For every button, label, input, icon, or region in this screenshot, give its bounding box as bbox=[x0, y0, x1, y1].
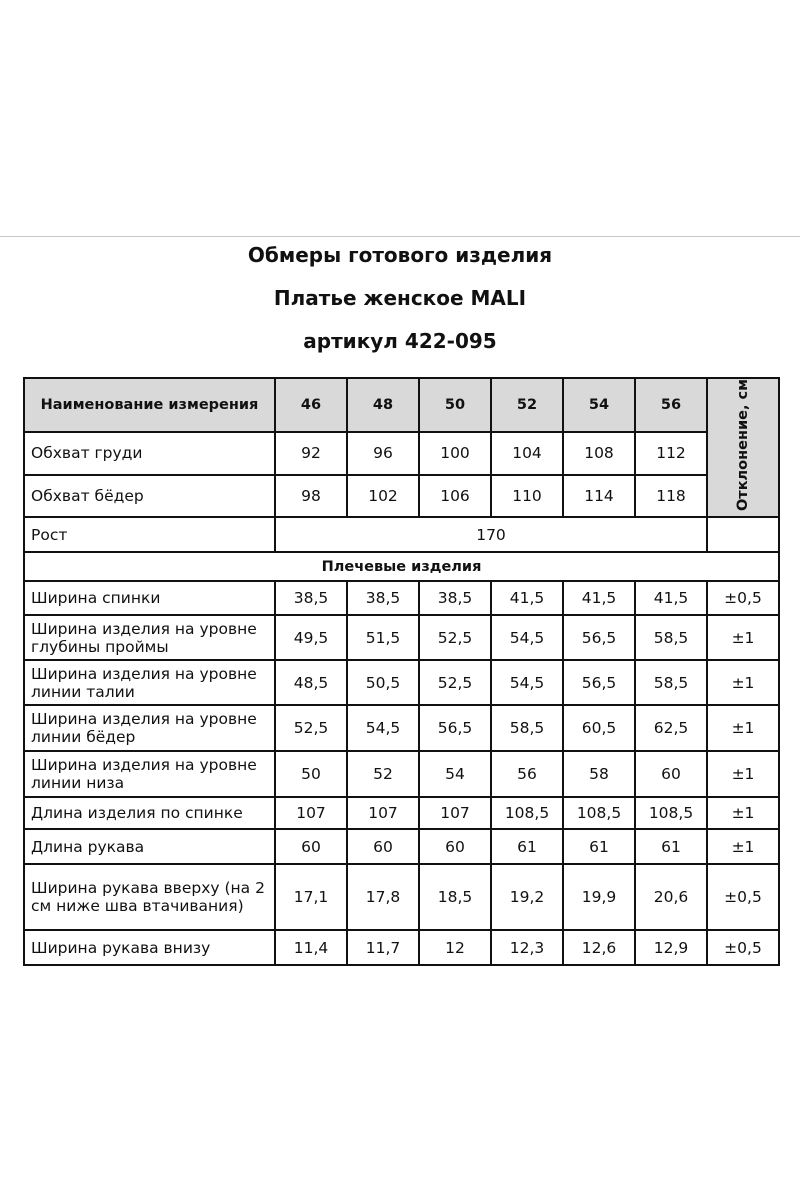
cell-value: 51,5 bbox=[347, 615, 419, 660]
cell-value: 96 bbox=[347, 432, 419, 475]
cell-value: 11,7 bbox=[347, 930, 419, 965]
cell-value: 102 bbox=[347, 475, 419, 517]
tolerance-value: ±1 bbox=[707, 829, 779, 864]
cell-value: 52,5 bbox=[419, 660, 491, 705]
cell-value: 108 bbox=[563, 432, 635, 475]
cell-value: 54 bbox=[419, 751, 491, 797]
tolerance-value: ±0,5 bbox=[707, 864, 779, 930]
cell-value: 108,5 bbox=[635, 797, 707, 829]
header-size-48: 48 bbox=[347, 378, 419, 432]
cell-value: 12,9 bbox=[635, 930, 707, 965]
cell-value: 110 bbox=[491, 475, 563, 517]
cell-value: 20,6 bbox=[635, 864, 707, 930]
header-size-46: 46 bbox=[275, 378, 347, 432]
tolerance-value: ±1 bbox=[707, 797, 779, 829]
row-label: Ширина спинки bbox=[24, 581, 275, 615]
header-size-52: 52 bbox=[491, 378, 563, 432]
cell-value: 104 bbox=[491, 432, 563, 475]
cell-value: 60 bbox=[275, 829, 347, 864]
cell-value: 41,5 bbox=[635, 581, 707, 615]
cell-value: 41,5 bbox=[563, 581, 635, 615]
cell-value: 38,5 bbox=[275, 581, 347, 615]
cell-value: 12,3 bbox=[491, 930, 563, 965]
tolerance-value: ±1 bbox=[707, 751, 779, 797]
row-label: Длина рукава bbox=[24, 829, 275, 864]
cell-value: 48,5 bbox=[275, 660, 347, 705]
table-row bbox=[24, 660, 779, 705]
section-row bbox=[24, 552, 779, 581]
cell-value: 58,5 bbox=[635, 615, 707, 660]
cell-value: 61 bbox=[491, 829, 563, 864]
row-label: Ширина изделия на уровне линии талии bbox=[24, 660, 275, 705]
height-row bbox=[24, 517, 779, 552]
cell-value: 60,5 bbox=[563, 705, 635, 751]
cell-value: 50,5 bbox=[347, 660, 419, 705]
cell-value: 50 bbox=[275, 751, 347, 797]
row-label: Ширина изделия на уровне линии бёдер bbox=[24, 705, 275, 751]
cell-value: 54,5 bbox=[347, 705, 419, 751]
row-label: Ширина изделия на уровне линии низа bbox=[24, 751, 275, 797]
cell-value: 12 bbox=[419, 930, 491, 965]
cell-value: 52,5 bbox=[419, 615, 491, 660]
cell-value: 49,5 bbox=[275, 615, 347, 660]
table-row bbox=[24, 581, 779, 615]
cell-value: 107 bbox=[347, 797, 419, 829]
header-size-56: 56 bbox=[635, 378, 707, 432]
cell-value: 56,5 bbox=[563, 660, 635, 705]
header-row bbox=[24, 378, 779, 432]
table-row bbox=[24, 751, 779, 797]
cell-value: 18,5 bbox=[419, 864, 491, 930]
cell-value: 56,5 bbox=[419, 705, 491, 751]
cell-value: 107 bbox=[275, 797, 347, 829]
cell-value: 108,5 bbox=[491, 797, 563, 829]
height-tolerance-empty bbox=[707, 517, 779, 552]
cell-value: 11,4 bbox=[275, 930, 347, 965]
title-product: Платье женское MALI bbox=[273, 286, 527, 310]
table-row bbox=[24, 797, 779, 829]
cell-value: 61 bbox=[635, 829, 707, 864]
cell-value: 41,5 bbox=[491, 581, 563, 615]
tolerance-value: ±1 bbox=[707, 705, 779, 751]
cell-value: 60 bbox=[347, 829, 419, 864]
table-row bbox=[24, 705, 779, 751]
cell-value: 107 bbox=[419, 797, 491, 829]
row-label: Обхват груди bbox=[24, 432, 275, 475]
cell-value: 114 bbox=[563, 475, 635, 517]
cell-value: 58,5 bbox=[635, 660, 707, 705]
header-name-cell: Наименование измерения bbox=[24, 378, 275, 432]
cell-value: 19,2 bbox=[491, 864, 563, 930]
cell-value: 108,5 bbox=[563, 797, 635, 829]
size-chart-table bbox=[23, 377, 780, 966]
row-label: Ширина рукава внизу bbox=[24, 930, 275, 965]
row-label: Обхват бёдер bbox=[24, 475, 275, 517]
cell-value: 61 bbox=[563, 829, 635, 864]
table-row bbox=[24, 829, 779, 864]
row-label: Длина изделия по спинке bbox=[24, 797, 275, 829]
cell-value: 60 bbox=[419, 829, 491, 864]
height-label: Рост bbox=[24, 517, 275, 552]
row-label: Ширина изделия на уровне глубины проймы bbox=[24, 615, 275, 660]
cell-value: 112 bbox=[635, 432, 707, 475]
cell-value: 54,5 bbox=[491, 660, 563, 705]
cell-value: 56 bbox=[491, 751, 563, 797]
cell-value: 106 bbox=[419, 475, 491, 517]
table-row bbox=[24, 475, 779, 517]
cell-value: 92 bbox=[275, 432, 347, 475]
cell-value: 54,5 bbox=[491, 615, 563, 660]
tolerance-value: ±1 bbox=[707, 615, 779, 660]
row-label: Ширина рукава вверху (на 2 см ниже шва втачивания) bbox=[24, 864, 275, 930]
cell-value: 52 bbox=[347, 751, 419, 797]
table-row bbox=[24, 864, 779, 930]
cell-value: 100 bbox=[419, 432, 491, 475]
section-title: Плечевые изделия bbox=[24, 552, 779, 581]
tolerance-value: ±0,5 bbox=[707, 930, 779, 965]
cell-value: 58 bbox=[563, 751, 635, 797]
cell-value: 62,5 bbox=[635, 705, 707, 751]
cell-value: 19,9 bbox=[563, 864, 635, 930]
table-row bbox=[24, 930, 779, 965]
header-size-50: 50 bbox=[419, 378, 491, 432]
height-value: 170 bbox=[275, 517, 707, 552]
cell-value: 60 bbox=[635, 751, 707, 797]
cell-value: 17,8 bbox=[347, 864, 419, 930]
title-measurements: Обмеры готового изделия bbox=[247, 243, 553, 267]
cell-value: 17,1 bbox=[275, 864, 347, 930]
tolerance-value: ±1 bbox=[707, 660, 779, 705]
top-divider bbox=[0, 236, 800, 237]
cell-value: 58,5 bbox=[491, 705, 563, 751]
cell-value: 118 bbox=[635, 475, 707, 517]
cell-value: 52,5 bbox=[275, 705, 347, 751]
header-size-54: 54 bbox=[563, 378, 635, 432]
cell-value: 56,5 bbox=[563, 615, 635, 660]
table-row bbox=[24, 432, 779, 475]
cell-value: 38,5 bbox=[347, 581, 419, 615]
cell-value: 12,6 bbox=[563, 930, 635, 965]
tolerance-label: Отклонение, см bbox=[735, 379, 751, 512]
table-row bbox=[24, 615, 779, 660]
tolerance-value: ±0,5 bbox=[707, 581, 779, 615]
cell-value: 38,5 bbox=[419, 581, 491, 615]
title-article: артикул 422-095 bbox=[303, 329, 497, 353]
cell-value: 98 bbox=[275, 475, 347, 517]
header-tolerance-cell bbox=[707, 378, 779, 517]
